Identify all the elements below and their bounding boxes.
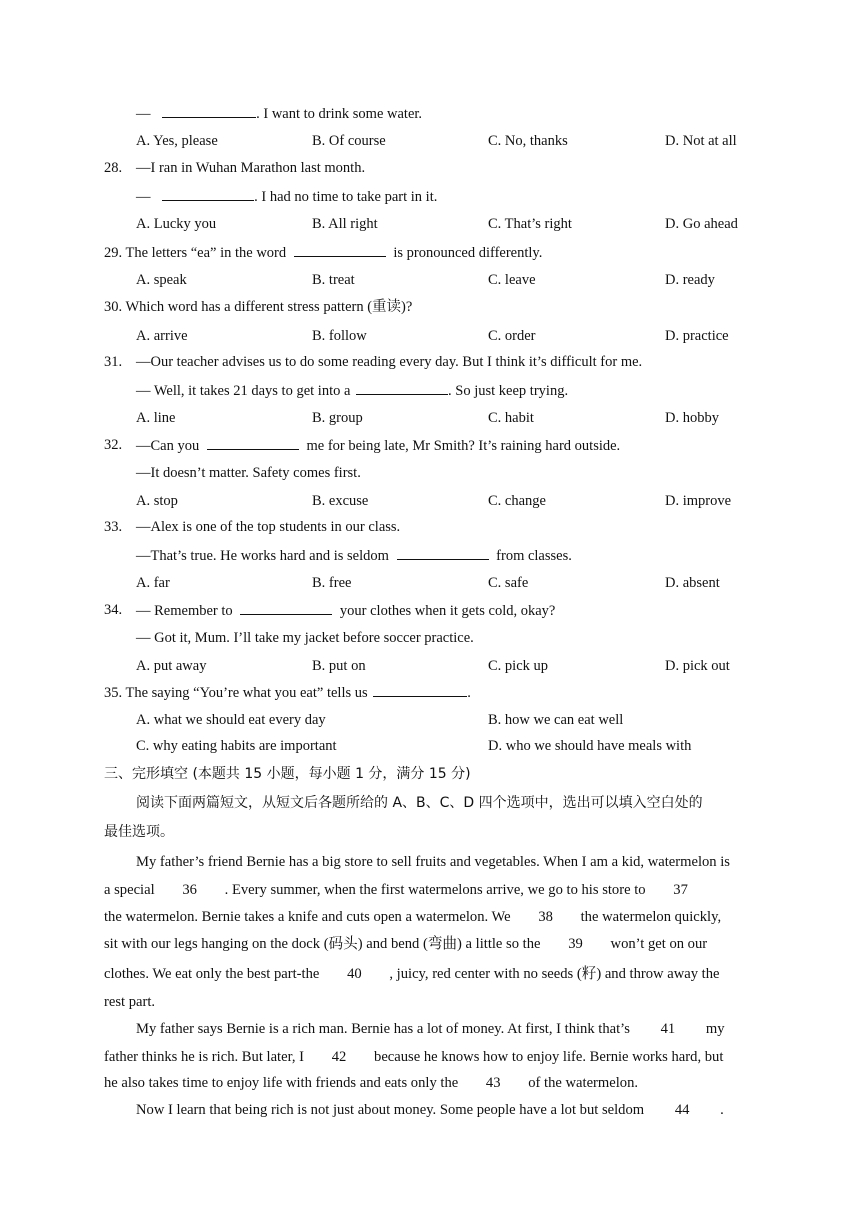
q34-option-a: A. put away [136,658,207,674]
q32-option-d: D. improve [665,493,732,509]
q30-option-b: B. follow [312,328,367,344]
q33-number: 33. [104,519,123,535]
q27-option-a: A. Yes, please [136,133,218,149]
passage-text: , juicy, red center with no seeds (籽) and throw away the [389,966,720,982]
blank-number-42: 42 [331,1049,347,1065]
q29-option-a: A. speak [136,272,187,288]
q32-line1-after: me for being late, Mr Smith? It’s raining hard outside. [306,438,621,454]
q34-line1-before: — Remember to [136,603,233,619]
q28-option-b: B. All right [312,216,378,232]
q31-option-d: D. hobby [665,410,719,426]
q27-blank [162,104,256,118]
q32-line1 [136,436,620,455]
passage-p1-line5 [104,965,720,983]
q35-option-b: B. how we can eat well [488,712,624,728]
section3-heading: 三、完形填空 (本题共 15 小题，每小题 1 分，满分 15 分) [104,766,471,782]
blank-number-39: 39 [568,936,583,952]
q34-option-b: B. put on [312,658,366,674]
q32-line1-before: —Can you [136,438,200,454]
q31-line2 [136,381,568,400]
passage-text: clothes. We eat only the best part-the [104,966,320,982]
q31-line2-after: . So just keep trying. [448,383,569,399]
passage-p2-line3 [104,1074,638,1092]
passage-p1-line3 [104,908,721,926]
q28-line1: —I ran in Wuhan Marathon last month. [136,160,366,176]
q35-blank [373,683,467,697]
q31-line1: —Our teacher advises us to do some reading every day. But I think it’s difficult for me. [136,354,643,370]
q31-line2-before: — Well, it takes 21 days to get into a [136,383,351,399]
q31-option-a: A. line [136,410,176,426]
q33-option-c: C. safe [488,575,529,591]
q33-option-a: A. far [136,575,170,591]
passage-text: father thinks he is rich. But later, I [104,1049,305,1065]
blank-number-38: 38 [538,909,553,925]
blank-number-40: 40 [347,966,362,982]
q27-reply-text: . I want to drink some water. [256,106,423,122]
passage-p3-line1 [136,1101,724,1119]
q29-blank [294,243,386,257]
passage-text: sit with our legs hanging on the dock (码头) and bend (弯曲) a little so the [104,936,541,952]
passage-p1-line1: My father’s friend Bernie has a big store to sell fruits and vegetables. When I am a kid, watermelon is [136,854,730,870]
q35-option-d: D. who we should have meals with [488,738,692,754]
passage-text: . Every summer, when the first watermelons arrive, we go to his store to [224,882,646,898]
passage-text: the watermelon quickly, [580,909,722,925]
q29-option-c: C. leave [488,272,536,288]
q27-dash: — [136,106,151,122]
q31-blank [356,381,448,395]
q34-line1-after: your clothes when it gets cold, okay? [339,603,556,619]
q30-option-c: C. order [488,328,536,344]
q27-option-d: D. Not at all [665,133,737,149]
q31-number: 31. [104,354,123,370]
q34-line1 [136,601,555,620]
q34-blank [240,601,332,615]
q32-option-a: A. stop [136,493,178,509]
q33-line1: —Alex is one of the top students in our class. [136,519,401,535]
q31-option-b: B. group [312,410,363,426]
passage-text: because he knows how to enjoy life. Bernie works hard, but [374,1049,724,1065]
q28-reply-line [136,187,437,206]
blank-number-43: 43 [485,1075,501,1091]
q33-line2-before: —That’s true. He works hard and is seldom [136,548,389,564]
q28-option-a: A. Lucky you [136,216,217,232]
passage-p2-line1 [136,1020,725,1038]
q28-blank [162,187,254,201]
passage-text: of the watermelon. [528,1075,639,1091]
passage-p1-line2 [104,881,716,899]
q34-option-d: D. pick out [665,658,730,674]
q29-text-after: is pronounced differently. [393,245,543,261]
q31-option-c: C. habit [488,410,534,426]
blank-number-37: 37 [673,882,688,898]
q32-option-c: C. change [488,493,546,509]
q34-option-c: C. pick up [488,658,549,674]
q33-line2 [136,546,572,565]
q30-option-d: D. practice [665,328,729,344]
section3-instruction-line1: 阅读下面两篇短文，从短文后各题所给的 A、B、C、D 四个选项中，选出可以填入空白处的 [136,795,703,811]
q35-stem [104,683,471,702]
passage-text: he also takes time to enjoy life with friends and eats only the [104,1075,459,1091]
passage-text: my [705,1021,725,1037]
q29-option-d: D. ready [665,272,715,288]
passage-text: Now I learn that being rich is not just about money. Some people have a lot but seldom [136,1102,645,1118]
q32-line2: —It doesn’t matter. Safety comes first. [136,465,361,481]
section3-instruction-line2: 最佳选项。 [104,824,174,840]
q29-stem [104,243,542,262]
q33-line2-after: from classes. [496,548,572,564]
blank-number-41: 41 [660,1021,676,1037]
q32-blank [207,436,299,450]
passage-text: the watermelon. Bernie takes a knife and cuts open a watermelon. We [104,909,511,925]
q27-option-c: C. No, thanks [488,133,568,149]
q35-option-a: A. what we should eat every day [136,712,326,728]
passage-text: . [720,1102,724,1118]
q28-number: 28. [104,160,123,176]
q28-option-c: C. That’s right [488,216,572,232]
passage-text: My father says Bernie is a rich man. Bernie has a lot of money. At first, I think that’s [136,1021,630,1037]
blank-number-44: 44 [674,1102,690,1118]
q27-reply-line [136,104,422,123]
blank-number-36: 36 [182,882,197,898]
q33-option-b: B. free [312,575,352,591]
q29-text-before: 29. The letters “ea” in the word [104,245,287,261]
q35-text-before: 35. The saying “You’re what you eat” tells us [104,685,368,701]
passage-p1-line4 [104,935,707,953]
q30-option-a: A. arrive [136,328,188,344]
q28-reply-text: . I had no time to take part in it. [254,189,438,205]
q35-option-c: C. why eating habits are important [136,738,337,754]
q33-blank [397,546,489,560]
q32-option-b: B. excuse [312,493,369,509]
passage-text: a special [104,882,155,898]
q32-number: 32. [104,437,123,453]
q34-line2: — Got it, Mum. I’ll take my jacket before soccer practice. [136,630,474,646]
q27-option-b: B. Of course [312,133,386,149]
q34-number: 34. [104,602,123,618]
q28-option-d: D. Go ahead [665,216,738,232]
passage-p1-line6: rest part. [104,994,156,1010]
q35-text-after: . [467,685,471,701]
passage-p2-line2 [104,1048,723,1066]
q33-option-d: D. absent [665,575,720,591]
q29-option-b: B. treat [312,272,355,288]
q28-dash: — [136,189,151,205]
q30-stem: 30. Which word has a different stress pattern (重读)? [104,299,413,315]
passage-text: won’t get on our [610,936,708,952]
